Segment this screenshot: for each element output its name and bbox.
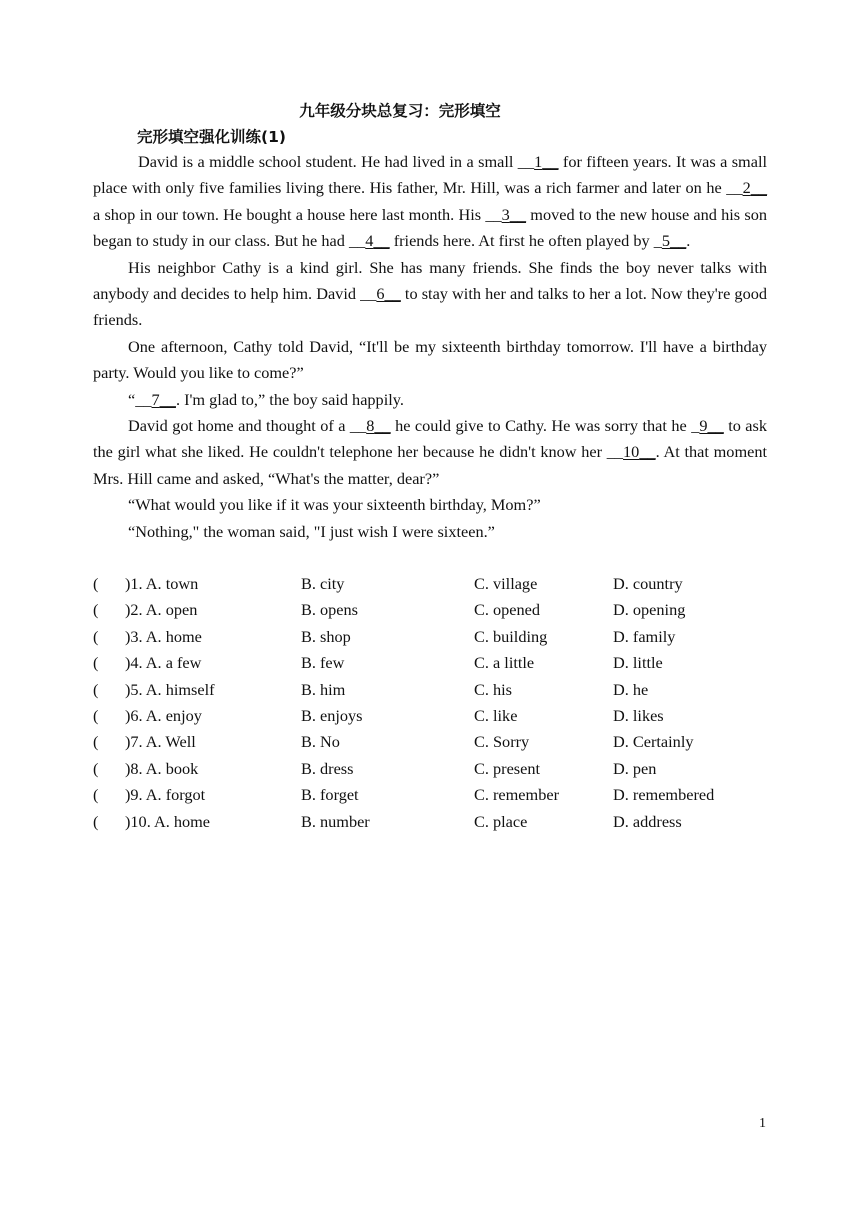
option-d: D. likes <box>613 705 664 725</box>
option-a: )4. A. a few <box>125 653 202 673</box>
question-row-8 <box>93 756 793 782</box>
paragraph-1 <box>93 149 767 255</box>
question-row-9 <box>93 782 793 808</box>
cloze-passage <box>93 149 767 545</box>
text-span: . At that moment Mrs. Hill came and asked, “What's the matter, dear?” <box>93 442 767 488</box>
option-a: )7. A. Well <box>125 732 196 752</box>
answer-paren: ( <box>93 758 99 778</box>
paragraph-4 <box>93 387 767 413</box>
option-b: B. him <box>301 679 346 699</box>
option-a: )10. A. home <box>125 811 211 831</box>
option-c: C. his <box>474 679 513 699</box>
option-b: B. shop <box>301 626 351 646</box>
option-d: D. remembered <box>613 785 715 805</box>
blank-6: __6__ <box>360 284 401 304</box>
blank-1: __1__ <box>517 152 559 171</box>
answer-paren: ( <box>93 600 99 620</box>
option-a: )3. A. home <box>125 626 202 646</box>
option-d: D. family <box>613 626 676 646</box>
text-span: “Nothing," the woman said, "I just wish I were sixteen.” <box>128 521 495 541</box>
option-b: B. dress <box>301 758 354 778</box>
text-span: moved to the new house and his son began to study in our class. But he had <box>93 204 767 251</box>
option-d: D. little <box>613 653 663 673</box>
text-span: friends here. At first he often played by <box>389 231 654 251</box>
document-title: 九年级分块总复习：完形填空 <box>299 102 501 120</box>
option-a: )5. A. himself <box>125 679 215 699</box>
option-a: )1. A. town <box>125 574 199 593</box>
answer-paren: ( <box>93 785 99 805</box>
blank-5: _5__ <box>653 231 687 251</box>
paragraph-6 <box>93 492 767 518</box>
option-a: )8. A. book <box>125 758 199 778</box>
blank-2: __2__ <box>726 178 767 198</box>
option-a: )9. A. forgot <box>125 785 206 805</box>
question-row-4 <box>93 650 793 676</box>
blank-7: __7__ <box>135 389 176 409</box>
question-row-6 <box>93 703 793 729</box>
option-b: B. city <box>301 574 345 593</box>
question-row-5 <box>93 677 793 703</box>
option-d: D. opening <box>613 600 686 620</box>
paragraph-7 <box>93 519 767 545</box>
option-c: C. place <box>474 811 528 831</box>
text-span: . <box>686 231 691 251</box>
option-c: C. present <box>474 758 541 778</box>
answer-paren: ( <box>93 732 99 752</box>
option-d: D. Certainly <box>613 732 694 752</box>
option-c: C. a little <box>474 653 535 673</box>
option-b: B. No <box>301 732 340 752</box>
blank-3: __3__ <box>485 204 527 224</box>
answer-paren: ( <box>93 626 99 646</box>
option-d: D. address <box>613 811 682 831</box>
blank-9: _9__ <box>691 416 724 436</box>
option-a: )2. A. open <box>125 600 198 620</box>
paragraph-2 <box>93 255 767 334</box>
text-span: David is a middle school student. He had lived in a small <box>138 152 518 171</box>
text-span: One afternoon, Cathy told David, “It'll be my sixteenth birthday tomorrow. I'll have a birthday party. Would you like to come?” <box>93 336 767 383</box>
question-row-3 <box>93 624 793 650</box>
option-c: C. like <box>474 705 518 725</box>
option-c: C. Sorry <box>474 732 530 752</box>
blank-8: __8__ <box>349 416 391 436</box>
question-row-10 <box>93 809 793 835</box>
text-span: to stay with her and talks to her a lot. Now they're good friends. <box>93 284 767 330</box>
text-span: . I'm glad to,” the boy said happily. <box>175 389 404 409</box>
answer-paren: ( <box>93 653 99 673</box>
option-d: D. he <box>613 679 649 699</box>
answer-paren: ( <box>93 705 99 725</box>
option-d: D. country <box>613 574 683 593</box>
answer-paren: ( <box>93 679 99 699</box>
option-b: B. forget <box>301 785 359 805</box>
option-a: )6. A. enjoy <box>125 705 202 725</box>
option-b: B. few <box>301 653 345 673</box>
question-row-7 <box>93 729 793 755</box>
text-span: “ <box>128 389 136 409</box>
text-span: to ask the girl what she liked. He couldn't telephone her because he didn't know her <box>93 416 768 462</box>
option-b: B. enjoys <box>301 705 363 725</box>
answer-paren: ( <box>93 811 99 831</box>
question-row-2 <box>93 597 793 623</box>
option-b: B. number <box>301 811 370 831</box>
exercise-subtitle: 完形填空强化训练(1) <box>137 128 286 146</box>
page-number: 1 <box>759 1116 766 1131</box>
question-row-1 <box>93 571 793 597</box>
text-span: His neighbor Cathy is a kind girl. She has many friends. She finds the boy never talks with anybody and decides to help him. David <box>93 257 767 304</box>
paragraph-5 <box>93 413 767 492</box>
blank-4: __4__ <box>348 231 390 251</box>
option-b: B. opens <box>301 600 358 620</box>
paragraph-3 <box>93 334 767 387</box>
text-span: “What would you like if it was your sixteenth birthday, Mom?” <box>128 495 541 515</box>
text-span: he could give to Cathy. He was sorry that he <box>390 416 692 436</box>
blank-10: __10__ <box>606 442 656 462</box>
text-span: a shop in our town. He bought a house here last month. His <box>93 204 486 224</box>
option-c: C. village <box>474 574 538 593</box>
option-c: C. remember <box>474 785 559 805</box>
option-c: C. building <box>474 626 548 646</box>
answer-options <box>93 571 793 835</box>
option-c: C. opened <box>474 600 541 620</box>
text-span: for fifteen years. It was a small place with only five families living there. His father, Mr. Hill, was a rich farmer and later on he <box>93 152 767 198</box>
text-span: David got home and thought of a <box>128 416 350 436</box>
answer-paren: ( <box>93 574 99 593</box>
option-d: D. pen <box>613 758 657 778</box>
